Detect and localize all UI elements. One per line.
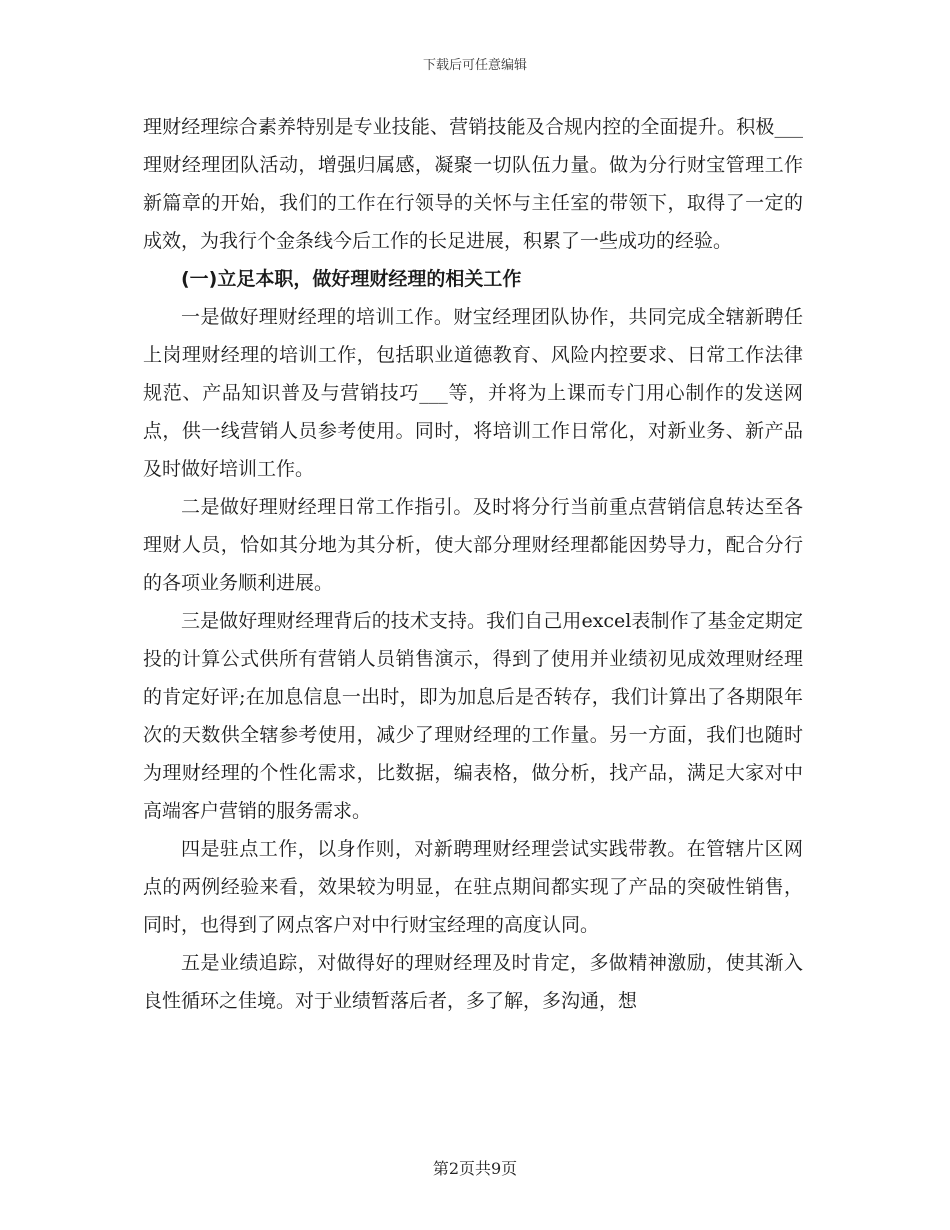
paragraph-training: 一是做好理财经理的培训工作。财宝经理团队协作，共同完成全辖新聘任上岗理财经理的培训工作，包括职业道德教育、风险内控要求、日常工作法律规范、产品知识普及与营销技巧___等，并将为上课而专门用心制作的发送网点，供一线营销人员参考使用。同时，将培训工作日常化，对新业务、新产品及时做好培训工作。 [143, 306, 803, 480]
paragraph-tech-support: 三是做好理财经理背后的技术支持。我们自己用excel表制作了基金定期定投的计算公式供所有营销人员销售演示，得到了使用并业绩初见成效理财经理的肯定好评;在加息信息一出时，即为加息后是否转存，我们计算出了各期限年次的天数供全辖参考使用，减少了理财经理的工作量。另一方面，我们也随时为理财经理的个性化需求，比数据，编表格，做分析，找产品，满足大家对中高端客户营销的服务需求。 [143, 610, 803, 822]
section-heading: (一)立足本职，做好理财经理的相关工作 [181, 268, 522, 290]
page-number: 第2页共9页 [432, 1159, 518, 1178]
page-footer [0, 1156, 950, 1179]
document-body [143, 108, 803, 1020]
paragraph-performance: 五是业绩追踪，对做得好的理财经理及时肯定，多做精神激励，使其渐入良性循环之佳境。对于业绩暂落后者，多了解，多沟通，想 [143, 952, 803, 1012]
header-text: 下载后可任意编辑 [422, 58, 527, 73]
page-header [0, 54, 950, 73]
paragraph-on-site: 四是驻点工作，以身作则，对新聘理财经理尝试实践带教。在管辖片区网点的两例经验来看，效果较为明显，在驻点期间都实现了产品的突破性销售，同时，也得到了网点客户对中行财宝经理的高度认同。 [143, 838, 803, 936]
paragraph-intro: 理财经理综合素养特别是专业技能、营销技能及合规内控的全面提升。积极___理财经理团队活动，增强归属感，凝聚一切队伍力量。做为分行财宝管理工作新篇章的开始，我们的工作在行领导的关怀与主任室的带领下，取得了一定的成效，为我行个金条线今后工作的长足进展，积累了一些成功的经验。 [143, 116, 803, 252]
paragraph-daily-guidance: 二是做好理财经理日常工作指引。及时将分行当前重点营销信息转达至各理财人员，恰如其分地为其分析，使大部分理财经理都能因势导力，配合分行的各项业务顺利进展。 [143, 496, 803, 594]
